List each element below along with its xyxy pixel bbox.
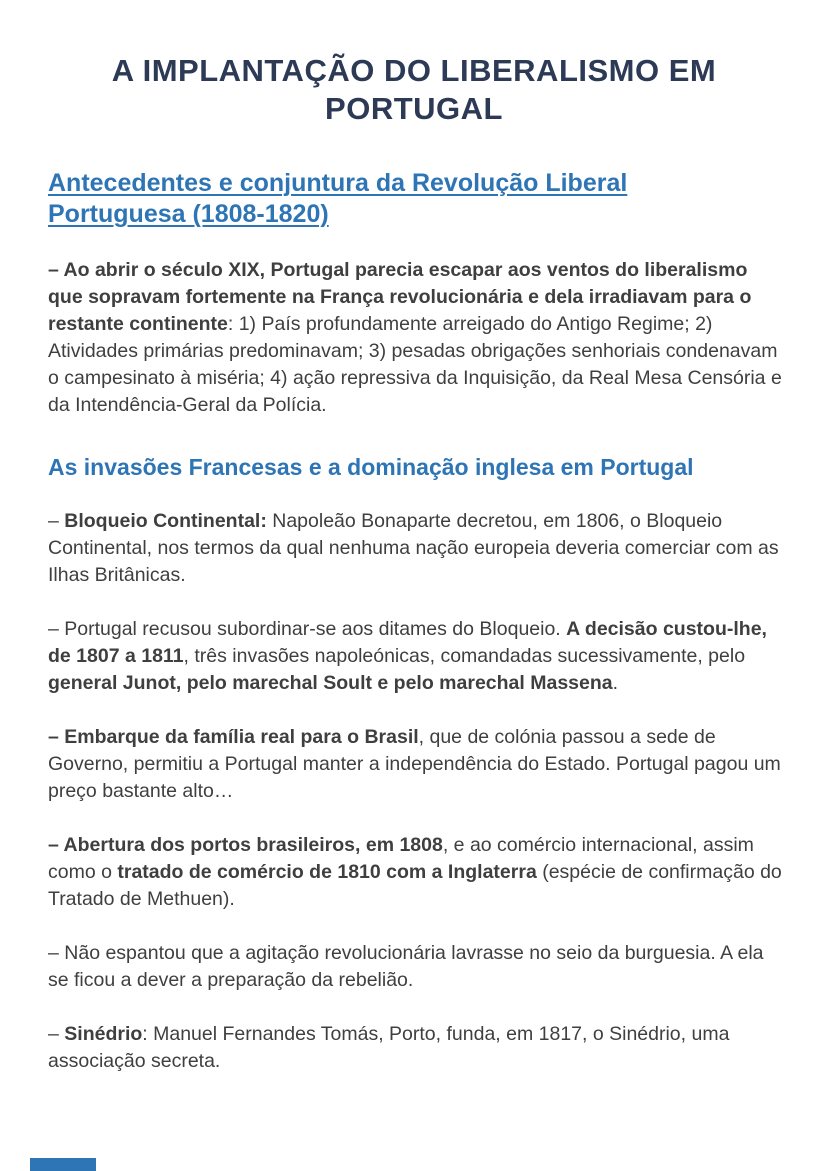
cutoff-blue-bar	[30, 1158, 96, 1171]
paragraph-century-xix: – Ao abrir o século XIX, Portugal parecia escapar aos ventos do liberalismo que sopravam fortemente na França revolucionária e dela irradiavam para o restante continente: 1) País profundamente arreigado do Antigo Regime; 2) Atividades primárias predominavam; 3) pesadas obrigações senhoriais condenavam o campesinato à miséria; 4) ação repressiva da Inquisição, da Real Mesa Censória e da Intendência-Geral da Polícia.	[48, 259, 782, 416]
paragraph-embarque-familia-real: – Embarque da família real para o Brasil, que de colónia passou a sede de Governo, permitiu a Portugal manter a independência do Estado. Portugal pagou um preço bastante alto…	[48, 726, 781, 802]
paragraph-invasoes-napoleonicas: – Portugal recusou subordinar-se aos ditames do Bloqueio. A decisão custou-lhe, de 1807 a 1811, três invasões napoleónicas, comandadas sucessivamente, pelo general Junot, pelo marechal Soult e pelo marechal Massena.	[48, 618, 767, 694]
section-heading-link[interactable]: Antecedentes e conjuntura da Revolução Liberal Portuguesa (1808-1820)	[48, 169, 628, 228]
paragraph-bloqueio-continental: – Bloqueio Continental: Napoleão Bonaparte decretou, em 1806, o Bloqueio Continental, nos termos da qual nenhuma nação europeia deveria comerciar com as Ilhas Britânicas.	[48, 510, 779, 586]
page-title: A IMPLANTAÇÃO DO LIBERALISMO EM PORTUGAL	[111, 53, 717, 126]
document-body	[48, 168, 782, 1075]
sub-heading-french-invasions: As invasões Francesas e a dominação inglesa em Portugal	[48, 454, 694, 480]
paragraph-abertura-portos: – Abertura dos portos brasileiros, em 1808, e ao comércio internacional, assim como o tratado de comércio de 1810 com a Inglaterra (espécie de confirmação do Tratado de Methuen).	[48, 834, 782, 910]
paragraph-agitacao-revolucionaria: – Não espantou que a agitação revolucionária lavrasse no seio da burguesia. A ela se ficou a dever a preparação da rebelião.	[48, 942, 764, 991]
paragraph-sinedrio: – Sinédrio: Manuel Fernandes Tomás, Porto, funda, em 1817, o Sinédrio, uma associação secreta.	[48, 1023, 730, 1072]
